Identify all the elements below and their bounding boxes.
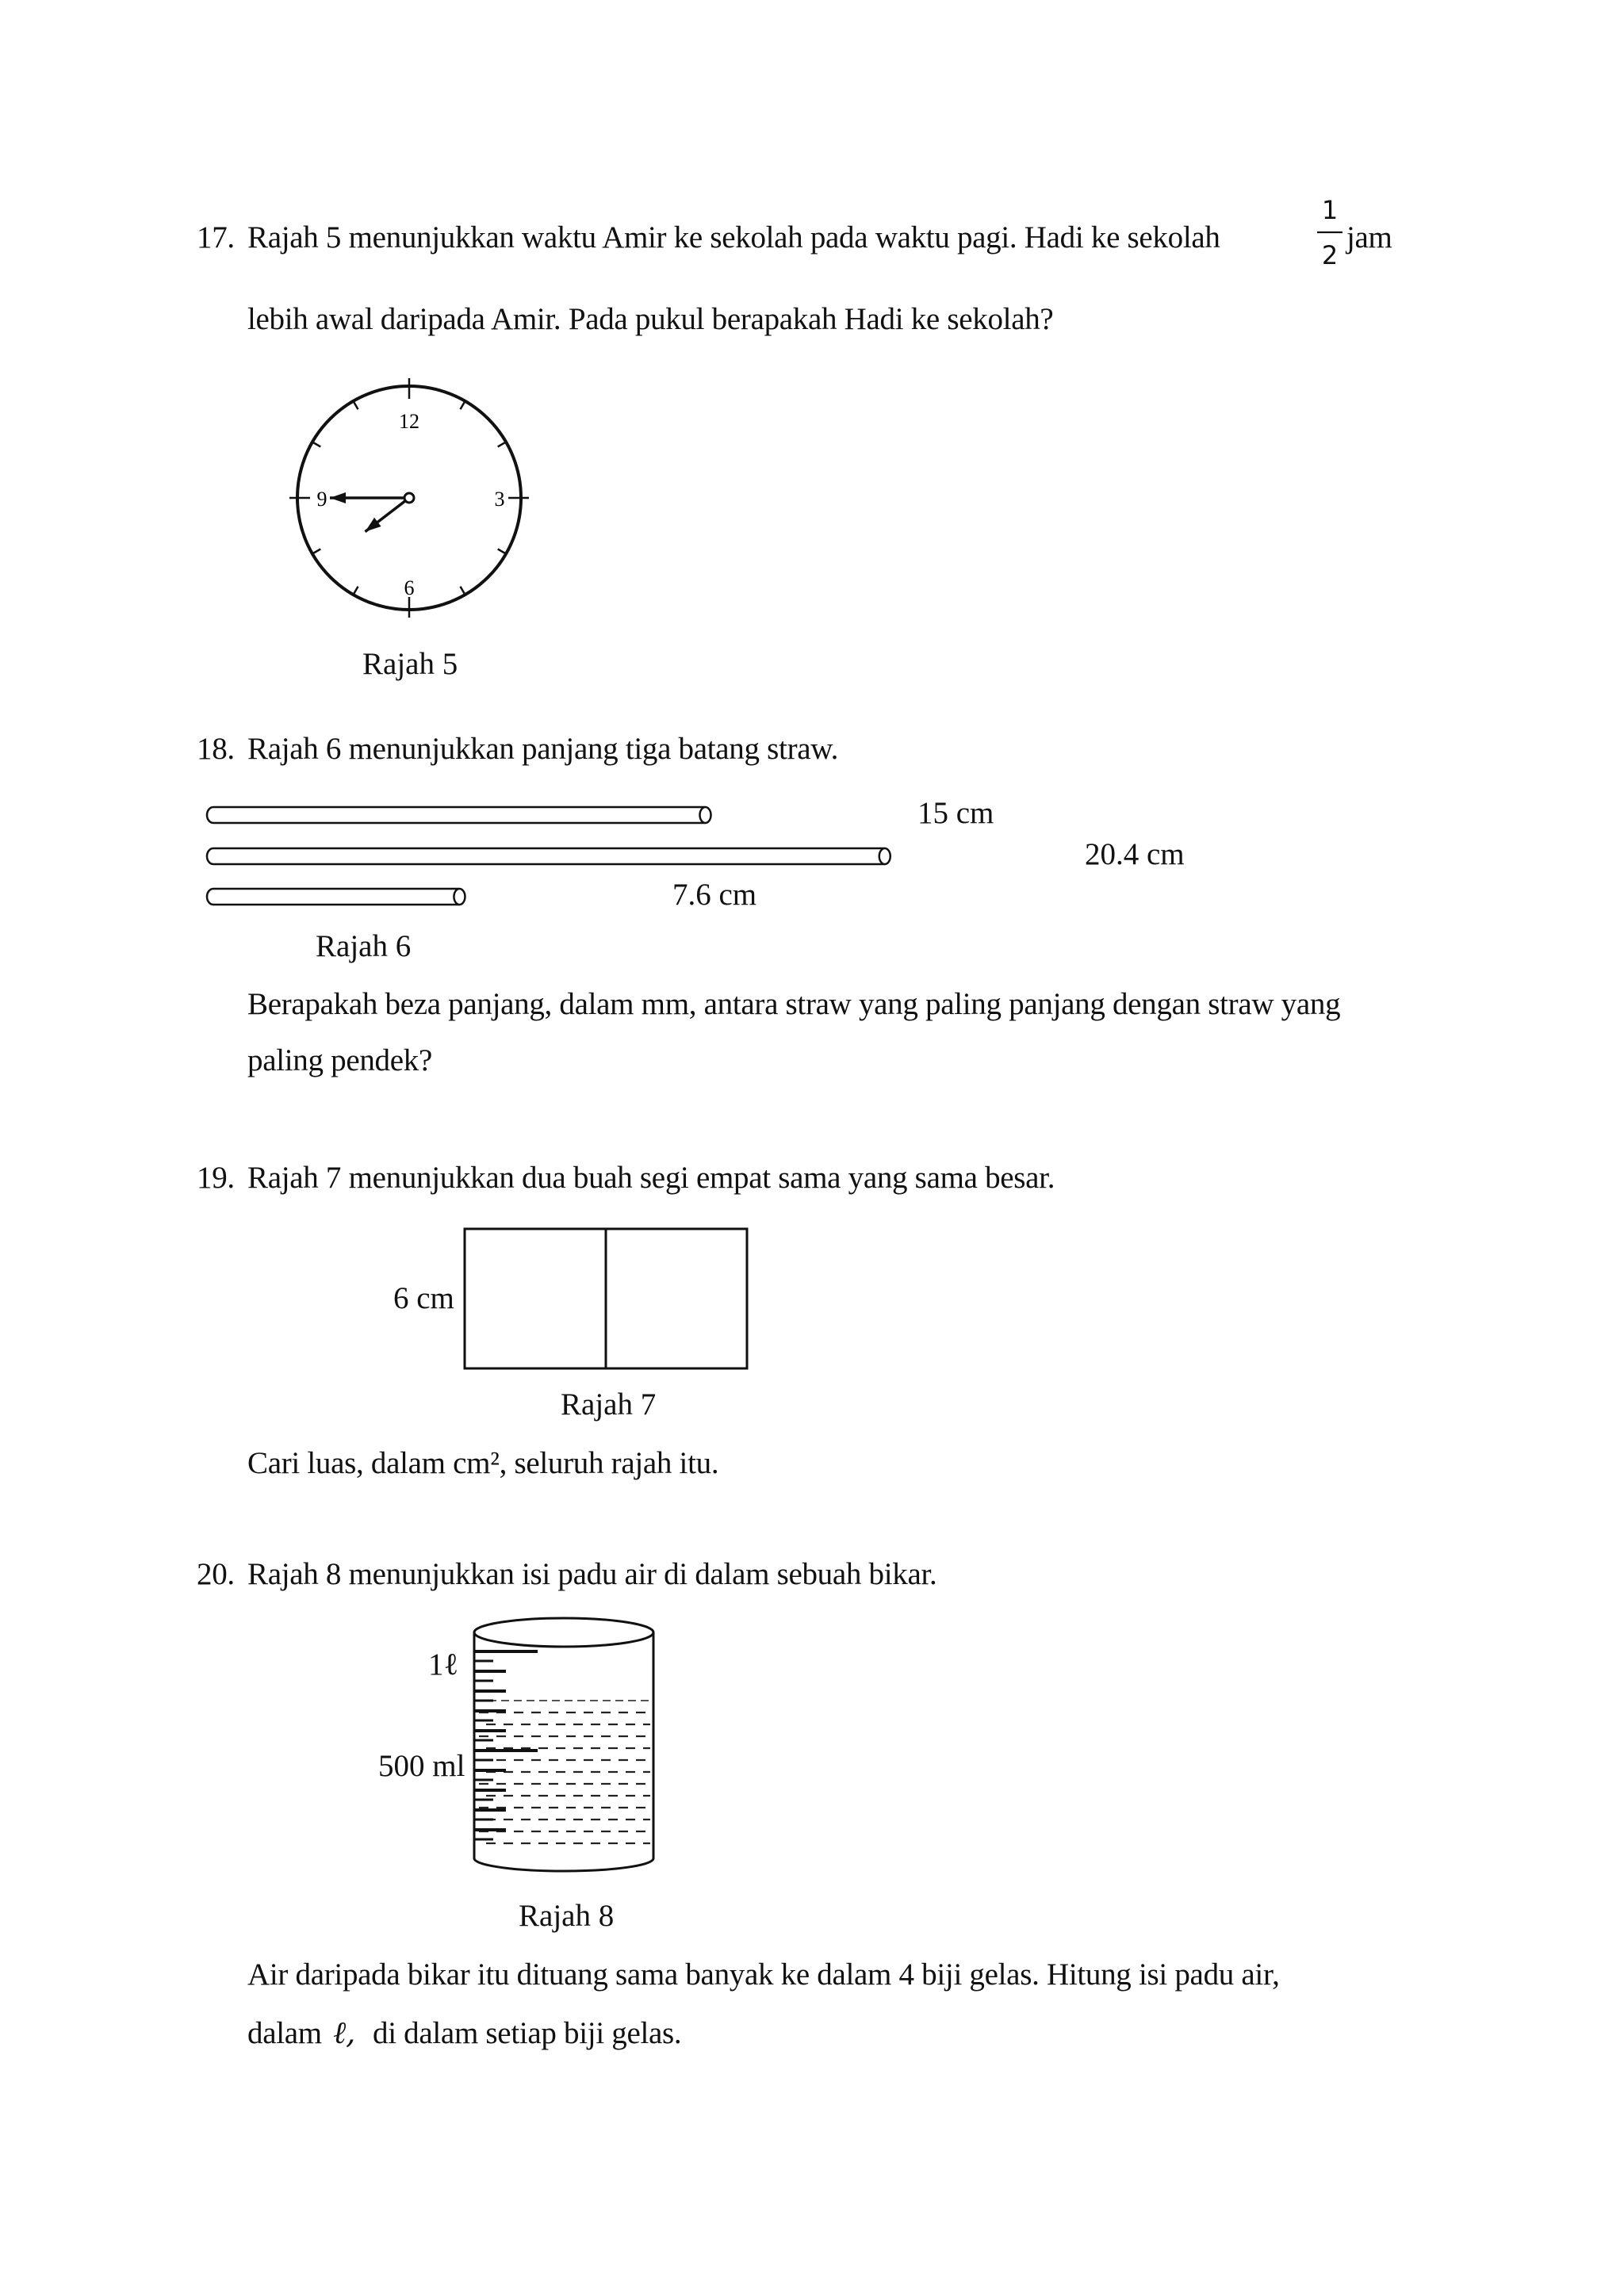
clock-tick	[461, 587, 465, 595]
square-right	[606, 1229, 747, 1368]
straw-length-label: 7.6 cm	[672, 878, 757, 912]
question-text-line: lebih awal daripada Amir. Pada pukul berapakah Hadi ke sekolah?	[247, 302, 1054, 336]
question-text-line: Cari luas, dalam cm², seluruh rajah itu.	[247, 1446, 719, 1480]
side-length-label: 6 cm	[393, 1281, 454, 1315]
question-text-line: paling pendek?	[247, 1043, 432, 1077]
litre-unit-symbol: ℓ,	[333, 2015, 356, 2051]
question-number: 17.	[197, 220, 235, 254]
clock-label-3: 3	[494, 488, 505, 511]
straw	[207, 848, 891, 864]
question-number: 20.	[197, 1557, 235, 1591]
clock-tick	[498, 549, 506, 554]
straw-length-label: 15 cm	[917, 796, 994, 830]
clock-label-12: 12	[399, 410, 419, 433]
straw-length-label: 20.4 cm	[1085, 837, 1185, 871]
question-text-line: Rajah 5 menunjukkan waktu Amir ke sekolah pada waktu pagi. Hadi ke sekolah	[247, 220, 1220, 254]
clock-center-pivot	[404, 493, 414, 503]
straw	[207, 807, 710, 823]
question-text-unit: jam	[1346, 220, 1392, 254]
question-text-line: Rajah 8 menunjukkan isi padu air di dalam sebuah bikar.	[247, 1557, 937, 1591]
beaker-diagram	[469, 1616, 660, 1877]
straw-opening	[700, 807, 711, 823]
question-text-line: Berapakah beza panjang, dalam mm, antara straw yang paling panjang dengan straw yang	[247, 987, 1341, 1021]
straw-opening	[454, 889, 465, 905]
fraction-denominator: 2	[1321, 240, 1339, 270]
clock-tick	[498, 442, 506, 447]
clock-tick	[461, 401, 465, 409]
clock-label-6: 6	[404, 576, 415, 599]
diagram-caption: Rajah 5	[362, 647, 458, 681]
clock-label-9: 9	[316, 488, 327, 511]
question-number: 19.	[197, 1161, 235, 1195]
clock-tick	[312, 442, 320, 447]
question-text-line: Rajah 7 menunjukkan dua buah segi empat sama yang sama besar.	[247, 1161, 1055, 1195]
clock-tick	[354, 587, 358, 595]
square-left	[465, 1229, 606, 1368]
beaker-label-1-litre: 1ℓ	[428, 1647, 459, 1682]
clock-diagram	[290, 379, 528, 617]
diagram-caption: Rajah 6	[316, 929, 412, 963]
straw	[207, 889, 465, 905]
beaker-scale	[474, 1651, 538, 1839]
clock-tick	[354, 401, 358, 409]
fraction-numerator: 1	[1321, 195, 1339, 225]
diagram-caption: Rajah 8	[519, 1899, 615, 1933]
question-text-line: Air daripada bikar itu dituang sama banyak ke dalam 4 biji gelas. Hitung isi padu air,	[247, 1957, 1280, 1992]
question-text-line: Rajah 6 menunjukkan panjang tiga batang straw.	[247, 732, 839, 766]
diagram-caption: Rajah 7	[561, 1387, 657, 1422]
clock-tick	[312, 549, 320, 554]
clock-minute-hand-arrowhead	[330, 492, 346, 503]
beaker-base	[474, 1858, 653, 1871]
question-text-line: di dalam setiap biji gelas.	[373, 2016, 682, 2050]
question-number: 18.	[197, 732, 235, 766]
beaker-rim	[474, 1618, 653, 1647]
fraction-bar	[1316, 231, 1347, 234]
straw-opening	[879, 848, 891, 864]
squares-diagram	[463, 1227, 753, 1372]
beaker-label-500ml: 500 ml	[378, 1749, 465, 1783]
question-text-line: dalam	[247, 2016, 322, 2050]
